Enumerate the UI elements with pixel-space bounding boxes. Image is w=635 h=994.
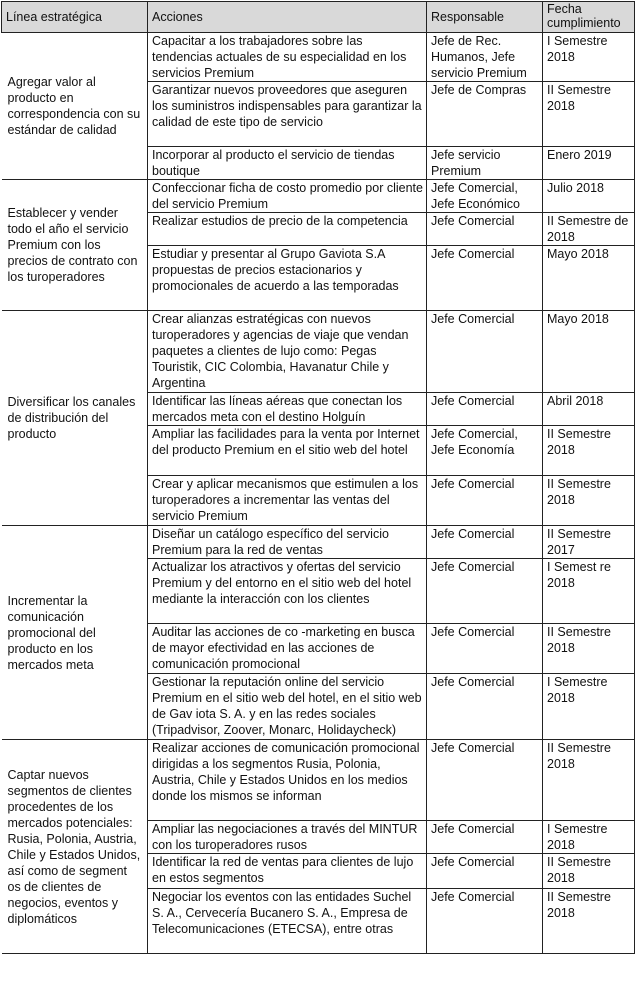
accion-cell: Garantizar nuevos proveedores que aseguren los suministros indispensables para garantizar la calidad de este tipo de servicio	[148, 82, 427, 147]
responsable-cell: Jefe Comercial	[427, 854, 543, 889]
linea-estrategica-cell: Agregar valor al producto en correspondencia con su estándar de calidad	[2, 33, 148, 180]
responsable-cell: Jefe Comercial	[427, 674, 543, 740]
table-row	[2, 180, 635, 213]
responsable-cell: Jefe Comercial	[427, 526, 543, 559]
responsable-cell: Jefe Comercial	[427, 246, 543, 311]
responsable-cell: Jefe Comercial	[427, 821, 543, 854]
fecha-cell: Mayo 2018	[543, 311, 635, 393]
fecha-cell: Mayo 2018	[543, 246, 635, 311]
fecha-cell: II Semestre 2018	[543, 740, 635, 821]
accion-cell: Realizar estudios de precio de la competencia	[148, 213, 427, 246]
responsable-cell: Jefe de Compras	[427, 82, 543, 147]
accion-cell: Identificar la red de ventas para clientes de lujo en estos segmentos	[148, 854, 427, 889]
fecha-cell: Julio 2018	[543, 180, 635, 213]
fecha-cell: I Semestre 2018	[543, 821, 635, 854]
fecha-cell: II Semestre 2018	[543, 426, 635, 476]
table-row	[2, 33, 635, 82]
accion-cell: Capacitar a los trabajadores sobre las tendencias actuales de su especialidad en los servicios Premium	[148, 33, 427, 82]
table-row	[2, 740, 635, 821]
table-row	[2, 311, 635, 393]
fecha-cell: II Semestre 2017	[543, 526, 635, 559]
responsable-cell: Jefe de Rec. Humanos, Jefe servicio Premium	[427, 33, 543, 82]
responsable-cell: Jefe Comercial	[427, 740, 543, 821]
header-fecha: Fecha cumplimiento	[543, 2, 635, 33]
responsable-cell: Jefe Comercial	[427, 393, 543, 426]
fecha-cell: I Semestre 2018	[543, 674, 635, 740]
accion-cell: Confeccionar ficha de costo promedio por cliente del servicio Premium	[148, 180, 427, 213]
accion-cell: Actualizar los atractivos y ofertas del servicio Premium y del entorno en el sitio web del hotel mediante la interacción con los clientes	[148, 559, 427, 624]
accion-cell: Crear y aplicar mecanismos que estimulen a los turoperadores a incrementar las ventas del servicio Premium	[148, 476, 427, 526]
fecha-cell: II Semestre 2018	[543, 854, 635, 889]
accion-cell: Crear alianzas estratégicas con nuevos turoperadores y agencias de viaje que vendan paquetes a clientes de lujo como: Pegas Touristik, CIC Colombia, Havanatur Chile y Argentina	[148, 311, 427, 393]
fecha-cell: II Semestre 2018	[543, 624, 635, 674]
table-row	[2, 526, 635, 559]
table-body	[2, 33, 635, 954]
linea-estrategica-cell: Establecer y vender todo el año el servicio Premium con los precios de contrato con los turoperadores	[2, 180, 148, 311]
responsable-cell: Jefe Comercial	[427, 311, 543, 393]
header-linea: Línea estratégica	[2, 2, 148, 33]
fecha-cell: II Semestre de 2018	[543, 213, 635, 246]
responsable-cell: Jefe Comercial	[427, 559, 543, 624]
accion-cell: Realizar acciones de comunicación promocional dirigidas a los segmentos Rusia, Polonia, Austria, Chile y Estados Unidos en los medios donde los mismos se informan	[148, 740, 427, 821]
fecha-cell: I Semest re 2018	[543, 559, 635, 624]
responsable-cell: Jefe Comercial	[427, 624, 543, 674]
linea-estrategica-cell: Captar nuevos segmentos de clientes procedentes de los mercados potenciales: Rusia, Polonia, Austria, Chile y Estados Unidos, así como de segment os de clientes de negocios, eventos y diplomáticos	[2, 740, 148, 954]
header-row	[2, 2, 635, 33]
strategic-plan-table	[1, 1, 635, 954]
fecha-cell: Abril 2018	[543, 393, 635, 426]
accion-cell: Auditar las acciones de co -marketing en busca de mayor efectividad en las acciones de comunicación promocional	[148, 624, 427, 674]
header-responsable: Responsable	[427, 2, 543, 33]
accion-cell: Ampliar las facilidades para la venta por Internet del producto Premium en el sitio web del hotel	[148, 426, 427, 476]
accion-cell: Estudiar y presentar al Grupo Gaviota S.A propuestas de precios estacionarios y promocionales de acuerdo a las temporadas	[148, 246, 427, 311]
responsable-cell: Jefe servicio Premium	[427, 147, 543, 180]
accion-cell: Identificar las líneas aéreas que conectan los mercados meta con el destino Holguín	[148, 393, 427, 426]
responsable-cell: Jefe Comercial	[427, 213, 543, 246]
responsable-cell: Jefe Comercial, Jefe Economía	[427, 426, 543, 476]
accion-cell: Ampliar las negociaciones a través del MINTUR con los turoperadores rusos	[148, 821, 427, 854]
fecha-cell: I Semestre 2018	[543, 33, 635, 82]
fecha-cell: II Semestre 2018	[543, 476, 635, 526]
accion-cell: Diseñar un catálogo específico del servicio Premium para la red de ventas	[148, 526, 427, 559]
linea-estrategica-cell: Diversificar los canales de distribución del producto	[2, 311, 148, 526]
accion-cell: Gestionar la reputación online del servicio Premium en el sitio web del hotel, en el sitio web de Gav iota S. A. y en las redes sociales (Tripadvisor, Zoover, Monarc, Holidaycheck)	[148, 674, 427, 740]
accion-cell: Incorporar al producto el servicio de tiendas boutique	[148, 147, 427, 180]
accion-cell: Negociar los eventos con las entidades Suchel S. A., Cervecería Bucanero S. A., Empresa de Telecomunicaciones (ETECSA), entre otras	[148, 889, 427, 954]
responsable-cell: Jefe Comercial	[427, 476, 543, 526]
responsable-cell: Jefe Comercial, Jefe Económico	[427, 180, 543, 213]
responsable-cell: Jefe Comercial	[427, 889, 543, 954]
fecha-cell: II Semestre 2018	[543, 889, 635, 954]
header-acciones: Acciones	[148, 2, 427, 33]
linea-estrategica-cell: Incrementar la comunicación promocional del producto en los mercados meta	[2, 526, 148, 740]
fecha-cell: Enero 2019	[543, 147, 635, 180]
fecha-cell: II Semestre 2018	[543, 82, 635, 147]
